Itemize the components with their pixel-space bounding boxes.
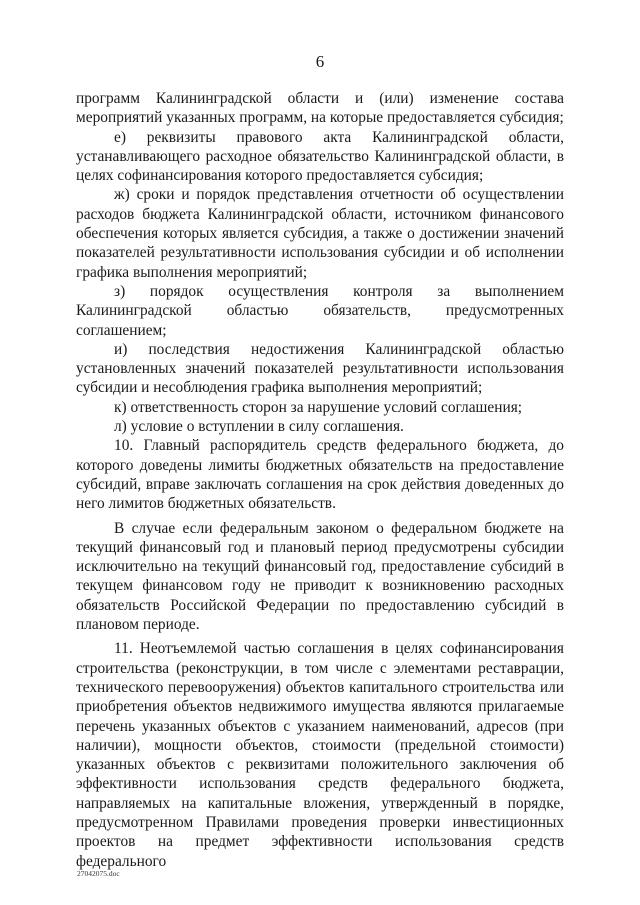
document-body — [76, 89, 564, 871]
paragraph-clause-11: 11. Неотъемлемой частью соглашения в целях софинансирования строительства (реконструкции, в том числе с элементами реставрации, технического перевооружения) объектов капитального строительства или приобретения объектов недвижимого имущества являются прилагаемые перечень указанных объектов с указанием наименований, адресов (при наличии), мощности объектов, стоимости (предельной стоимости) указанных объектов с реквизитами положительного заключения об эффективности использования средств федерального бюджета, направляемых на капитальные вложения, утвержденный в порядке, предусмотренном Правилами проведения проверки инвестиционных проектов на предмет эффективности использования средств федерального — [76, 640, 564, 870]
paragraph-item-l: л) условие о вступлении в силу соглашения. — [114, 418, 404, 436]
paragraph-clause-10: 10. Главный распорядитель средств федерального бюджета, до которого доведены лимиты бюджетных обязательств на предоставление субсидий, вправе заключать соглашения на срок действия доведенных до него лимитов бюджетных обязательств. — [76, 437, 564, 513]
document-filename-footer: 27042075.doc — [77, 869, 120, 878]
paragraph-item-e: е) реквизиты правового акта Калининградской области, устанавливающего расходное обязательство Калининградской области, в целях софинансирования которого предоставляется субсидия; — [76, 128, 564, 185]
paragraph-clause-10-continued: В случае если федеральным законом о федеральном бюджете на текущий финансовый год и плановый период предусмотрены субсидии исключительно на текущий финансовый год, предоставление субсидий в текущем финансовом году не приводит к возникновению расходных обязательств Российской Федерации по предоставлению субсидий в плановом периоде. — [76, 519, 564, 634]
paragraph-item-k: к) ответственность сторон за нарушение условий соглашения; — [114, 398, 523, 416]
paragraph-item-i: и) последствия недостижения Калининградской областью установленных значений показателей результативности использования субсидии и несоблюдения графика выполнения мероприятий; — [76, 340, 564, 397]
paragraph-item-z: з) порядок осуществления контроля за выполнением Калининградской областью обязательств, предусмотренных соглашением; — [76, 282, 564, 339]
paragraph-continuation: программ Калининградской области и (или) изменение состава мероприятий указанных программ, на которые предоставляется субсидия; — [76, 90, 564, 127]
page-number: 6 — [315, 52, 325, 71]
paragraph-item-zh: ж) сроки и порядок представления отчетности об осуществлении расходов бюджета Калининградской области, источником финансового обеспечения которых является субсидия, а также о достижении значений показателей результативности использования субсидии и об исполнении графика выполнения мероприятий; — [76, 186, 564, 281]
